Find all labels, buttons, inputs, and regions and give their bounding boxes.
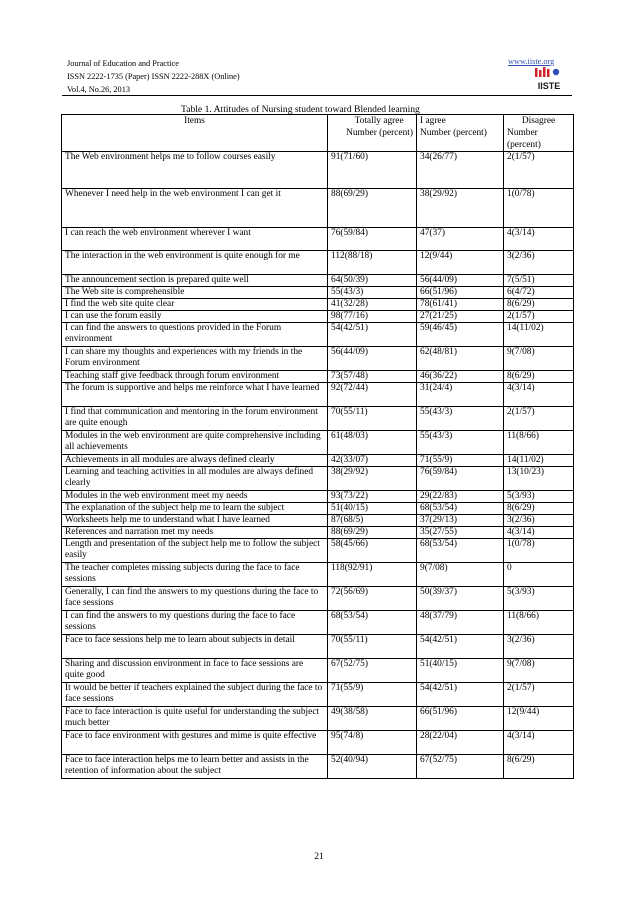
totally-agree-cell: 56(44/09): [328, 347, 417, 371]
disagree-cell: 3(2/36): [504, 515, 574, 527]
totally-agree-cell: 51(40/15): [328, 503, 417, 515]
disagree-cell: 14(11/02): [504, 455, 574, 467]
item-cell: References and narration met my needs: [62, 527, 328, 539]
disagree-cell: 2(1/57): [504, 683, 574, 707]
item-cell: Sharing and discussion environment in face to face sessions are quite good: [62, 659, 328, 683]
agree-cell: 51(40/15): [417, 659, 504, 683]
item-cell: Face to face sessions help me to learn about subjects in detail: [62, 635, 328, 659]
table-row: [62, 635, 574, 659]
item-cell: The Web environment helps me to follow courses easily: [62, 152, 328, 189]
journal-url-link[interactable]: www.iiste.org: [508, 57, 555, 66]
table-row: [62, 659, 574, 683]
table-row: [62, 527, 574, 539]
disagree-cell: 11(8/66): [504, 611, 574, 635]
agree-cell: 46(36/22): [417, 371, 504, 383]
totally-agree-cell: 68(53/54): [328, 611, 417, 635]
item-cell: I find that communication and mentoring in the forum environment are quite enough: [62, 407, 328, 431]
disagree-cell: 4(3/14): [504, 383, 574, 407]
table-row: [62, 152, 574, 189]
totally-agree-cell: 95(74/8): [328, 731, 417, 755]
disagree-cell: 5(3/93): [504, 491, 574, 503]
totally-agree-cell: 55(43/3): [328, 287, 417, 299]
table-row: [62, 491, 574, 503]
agree-cell: 78(61/41): [417, 299, 504, 311]
table-row: [62, 287, 574, 299]
header-agree: [417, 115, 504, 152]
table-row: [62, 515, 574, 527]
agree-cell: 48(37/79): [417, 611, 504, 635]
table-row: [62, 251, 574, 275]
agree-cell: 67(52/75): [417, 755, 504, 779]
disagree-cell: 0: [504, 563, 574, 587]
item-cell: Face to face environment with gestures and mime is quite effective: [62, 731, 328, 755]
item-cell: The explanation of the subject help me to learn the subject: [62, 503, 328, 515]
totally-agree-cell: 49(38/58): [328, 707, 417, 731]
table-row: [62, 539, 574, 563]
table-row: [62, 563, 574, 587]
table-row: [62, 275, 574, 287]
item-cell: I can use the forum easily: [62, 311, 328, 323]
disagree-cell: 9(7/08): [504, 659, 574, 683]
journal-name: Journal of Education and Practice: [67, 59, 179, 68]
totally-agree-cell: 70(55/11): [328, 635, 417, 659]
totally-agree-cell: 91(71/60): [328, 152, 417, 189]
header-number-percent: Number (percent): [420, 128, 487, 138]
agree-cell: 68(53/54): [417, 539, 504, 563]
agree-cell: 66(51/96): [417, 287, 504, 299]
totally-agree-cell: 67(52/75): [328, 659, 417, 683]
disagree-cell: 4(3/14): [504, 228, 574, 251]
agree-cell: 76(59/84): [417, 467, 504, 491]
table-row: [62, 189, 574, 228]
journal-volume: Vol.4, No.26, 2013: [67, 85, 130, 94]
attitudes-table: [61, 114, 574, 779]
totally-agree-cell: 52(40/94): [328, 755, 417, 779]
iiste-logo-icon: [532, 67, 566, 93]
disagree-cell: 8(6/29): [504, 299, 574, 311]
disagree-cell: 8(6/29): [504, 755, 574, 779]
logo-text: IISTE: [537, 81, 561, 91]
totally-agree-cell: 73(57/48): [328, 371, 417, 383]
item-cell: I can share my thoughts and experiences with my friends in the Forum environment: [62, 347, 328, 371]
table-row: [62, 323, 574, 347]
agree-cell: 27(21/25): [417, 311, 504, 323]
item-cell: I can reach the web environment wherever I want: [62, 228, 328, 251]
agree-cell: 37(29/13): [417, 515, 504, 527]
table-body: [62, 152, 574, 779]
agree-cell: 59(46/45): [417, 323, 504, 347]
header-items-label: Items: [184, 116, 205, 126]
item-cell: Worksheets help me to understand what I have learned: [62, 515, 328, 527]
table-row: [62, 731, 574, 755]
disagree-cell: 11(8/66): [504, 431, 574, 455]
header-disagree: [504, 115, 574, 152]
item-cell: Generally, I can find the answers to my questions during the face to face sessions: [62, 587, 328, 611]
disagree-cell: 3(2/36): [504, 251, 574, 275]
table-row: [62, 611, 574, 635]
item-cell: The teacher completes missing subjects during the face to face sessions: [62, 563, 328, 587]
disagree-cell: 8(6/29): [504, 503, 574, 515]
item-cell: I can find the answers to my questions during the face to face sessions: [62, 611, 328, 635]
agree-cell: 31(24/4): [417, 383, 504, 407]
table-row: [62, 587, 574, 611]
agree-cell: 54(42/51): [417, 635, 504, 659]
totally-agree-cell: 88(69/29): [328, 527, 417, 539]
disagree-cell: 5(3/93): [504, 587, 574, 611]
totally-agree-cell: 72(56/69): [328, 587, 417, 611]
item-cell: Modules in the web environment meet my needs: [62, 491, 328, 503]
totally-agree-cell: 88(69/29): [328, 189, 417, 228]
item-cell: Length and presentation of the subject help me to follow the subject easily: [62, 539, 328, 563]
agree-cell: 62(48/81): [417, 347, 504, 371]
agree-cell: 38(29/92): [417, 189, 504, 228]
item-cell: Teaching staff give feedback through forum environment: [62, 371, 328, 383]
agree-cell: 28(22/04): [417, 731, 504, 755]
agree-cell: 56(44/09): [417, 275, 504, 287]
item-cell: The forum is supportive and helps me reinforce what I have learned: [62, 383, 328, 407]
agree-cell: 9(7/08): [417, 563, 504, 587]
header-divider: [62, 95, 572, 96]
disagree-cell: 8(6/29): [504, 371, 574, 383]
table-row: [62, 503, 574, 515]
totally-agree-cell: 64(50/39): [328, 275, 417, 287]
agree-cell: 55(43/3): [417, 407, 504, 431]
page-number: 21: [314, 851, 324, 862]
totally-agree-cell: 87(68/5): [328, 515, 417, 527]
item-cell: It would be better if teachers explained the subject during the face to face sessions: [62, 683, 328, 707]
totally-agree-cell: 70(55/11): [328, 407, 417, 431]
disagree-cell: 13(10/23): [504, 467, 574, 491]
table-row: [62, 755, 574, 779]
item-cell: I find the web site quite clear: [62, 299, 328, 311]
disagree-cell: 1(0/78): [504, 539, 574, 563]
totally-agree-cell: 54(42/51): [328, 323, 417, 347]
table-row: [62, 347, 574, 371]
table-row: [62, 431, 574, 455]
header-number-percent: Number (percent): [507, 128, 541, 150]
journal-issn: ISSN 2222-1735 (Paper) ISSN 2222-288X (Online): [67, 72, 240, 81]
item-cell: Modules in the web environment are quite comprehensive including all achievements: [62, 431, 328, 455]
table-row: [62, 407, 574, 431]
table-caption: Table 1. Attitudes of Nursing student toward Blended learning: [181, 104, 420, 115]
disagree-cell: 7(5/51): [504, 275, 574, 287]
item-cell: Achievements in all modules are always defined clearly: [62, 455, 328, 467]
totally-agree-cell: 71(55/9): [328, 683, 417, 707]
disagree-cell: 4(3/14): [504, 731, 574, 755]
item-cell: The Web site is comprehensible: [62, 287, 328, 299]
agree-cell: 66(51/96): [417, 707, 504, 731]
totally-agree-cell: 58(45/66): [328, 539, 417, 563]
agree-cell: 35(27/55): [417, 527, 504, 539]
header-totally-agree: [328, 115, 417, 152]
disagree-cell: 9(7/08): [504, 347, 574, 371]
item-cell: The interaction in the web environment is quite enough for me: [62, 251, 328, 275]
agree-cell: 12(9/44): [417, 251, 504, 275]
table-row: [62, 683, 574, 707]
disagree-cell: 12(9/44): [504, 707, 574, 731]
disagree-cell: 1(0/78): [504, 189, 574, 228]
table-row: [62, 371, 574, 383]
disagree-cell: 6(4/72): [504, 287, 574, 299]
disagree-cell: 2(1/57): [504, 311, 574, 323]
item-cell: I can find the answers to questions provided in the Forum environment: [62, 323, 328, 347]
totally-agree-cell: 92(72/44): [328, 383, 417, 407]
header-disagree-label: Disagree: [521, 116, 556, 126]
item-cell: Face to face interaction helps me to learn better and assists in the retention of information about the subject: [62, 755, 328, 779]
disagree-cell: 2(1/57): [504, 407, 574, 431]
table-row: [62, 228, 574, 251]
header-totally-agree-label: Totally agree: [354, 116, 404, 126]
journal-header: [67, 57, 240, 96]
table-row: [62, 707, 574, 731]
table-header-row: [62, 115, 574, 152]
totally-agree-cell: 61(48/03): [328, 431, 417, 455]
totally-agree-cell: 112(88/18): [328, 251, 417, 275]
totally-agree-cell: 41(32/28): [328, 299, 417, 311]
agree-cell: 34(26/77): [417, 152, 504, 189]
disagree-cell: 3(2/36): [504, 635, 574, 659]
item-cell: Face to face interaction is quite useful for understanding the subject much better: [62, 707, 328, 731]
agree-cell: 47(37): [417, 228, 504, 251]
item-cell: Learning and teaching activities in all modules are always defined clearly: [62, 467, 328, 491]
table-row: [62, 311, 574, 323]
disagree-cell: 14(11/02): [504, 323, 574, 347]
agree-cell: 55(43/3): [417, 431, 504, 455]
header-number-percent: Number (percent): [346, 128, 413, 138]
table-row: [62, 467, 574, 491]
totally-agree-cell: 38(29/92): [328, 467, 417, 491]
table-row: [62, 299, 574, 311]
table-row: [62, 455, 574, 467]
item-cell: Whenever I need help in the web environment I can get it: [62, 189, 328, 228]
totally-agree-cell: 98(77/16): [328, 311, 417, 323]
agree-cell: 50(39/37): [417, 587, 504, 611]
agree-cell: 71(55/9): [417, 455, 504, 467]
agree-cell: 29(22/83): [417, 491, 504, 503]
table-row: [62, 383, 574, 407]
item-cell: The announcement section is prepared quite well: [62, 275, 328, 287]
header-agree-label: I agree: [420, 116, 446, 126]
totally-agree-cell: 76(59/84): [328, 228, 417, 251]
agree-cell: 54(42/51): [417, 683, 504, 707]
totally-agree-cell: 42(33/07): [328, 455, 417, 467]
totally-agree-cell: 93(73/22): [328, 491, 417, 503]
disagree-cell: 2(1/57): [504, 152, 574, 189]
header-items: [62, 115, 328, 152]
agree-cell: 68(53/54): [417, 503, 504, 515]
totally-agree-cell: 118(92/91): [328, 563, 417, 587]
disagree-cell: 4(3/14): [504, 527, 574, 539]
